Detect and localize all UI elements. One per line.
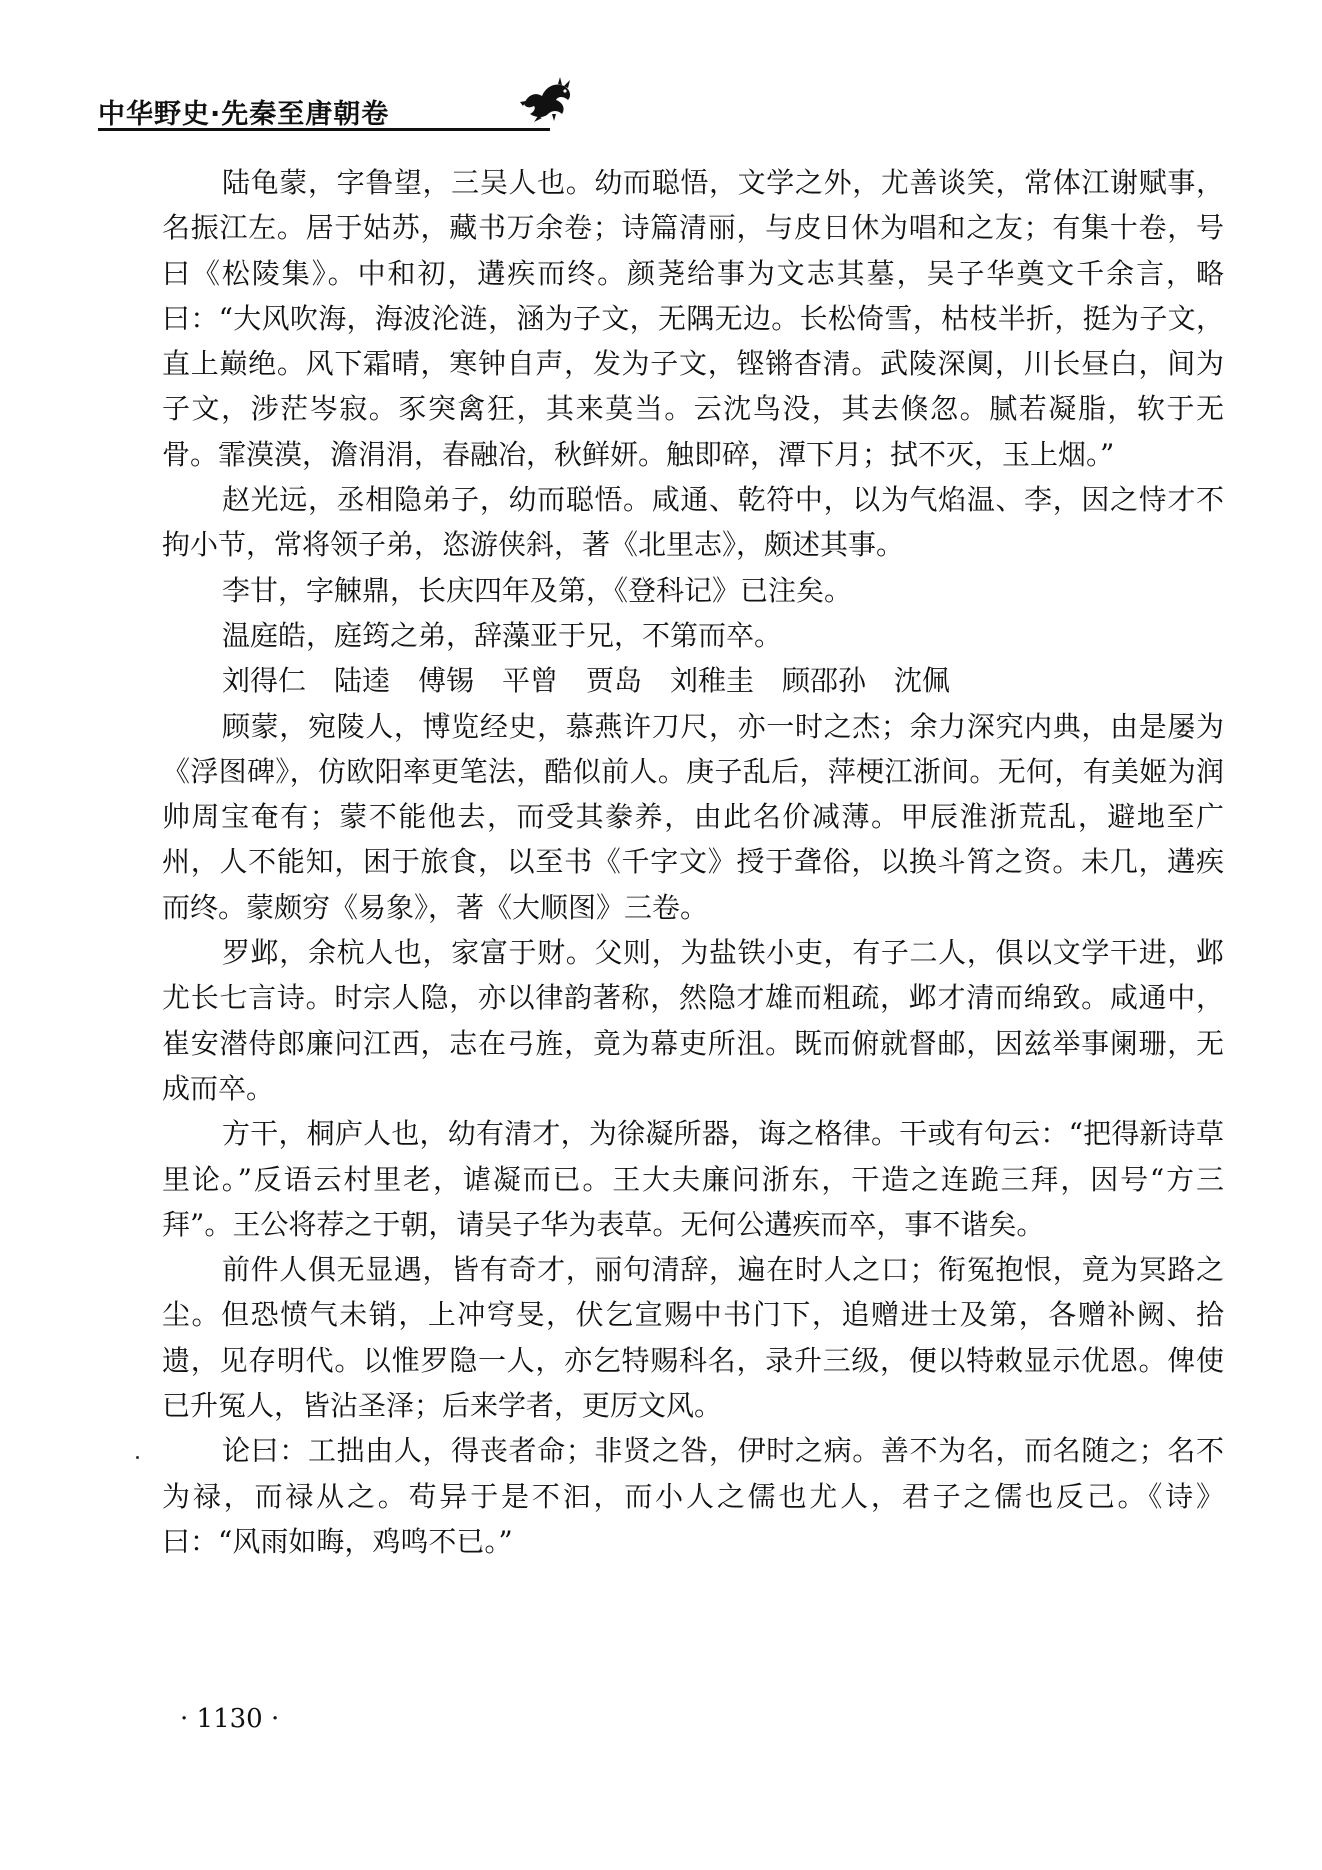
paragraph-fang-gan: 方干，桐庐人也，幼有清才，为徐凝所器，诲之格律。干或有句云：“把得新诗草里论。”反语云村里老，谑凝而已。王大夫廉问浙东，干造之连跪三拜，因号“方三拜”。王公将荐之于朝，请吴子华为表草。无何公遘疾而卒，事不谐矣。 [162,1117,1224,1241]
paragraph-petition: 前件人俱无显遇，皆有奇才，丽句清辞，遍在时人之口；衔冤抱恨，竟为冥路之尘。但恐愤气未销，上冲穹旻，伏乞宣赐中书门下，追赠进士及第，各赠补阙、拾遗，见存明代。以惟罗隐一人，亦乞特赐科名，录升三级，便以特敕显示优恩。俾使已升冤人，皆沾圣泽；后来学者，更厉文风。 [162,1253,1224,1423]
scan-speck [136,1456,139,1459]
paragraph-lu-guimeng: 陆龟蒙，字鲁望，三吴人也。幼而聪悟，文学之外，尤善谈笑，常体江谢赋事，名振江左。居于姑苏，藏书万余卷；诗篇清丽，与皮日休为唱和之友；有集十卷，号曰《松陵集》。中和初，遘疾而终。颜荛给事为文志其墓，吴子华奠文千余言，略曰：“大风吹海，海波沦涟，涵为子文，无隅无边。长松倚雪，枯枝半折，挺为子文，直上巅绝。风下霜晴，寒钟自声，发为子文，铿锵杳清。武陵深阒，川长昼白，间为子文，涉茫岑寂。豕突禽狂，其来莫当。云沈鸟没，其去倏忽。腻若凝脂，软于无骨。霏漠漠，澹涓涓，春融冶，秋鲜妍。触即碎，潭下月；拭不灭，玉上烟。” [162,166,1224,471]
header-rule [98,128,550,131]
paragraph-li-gan: 李甘，字觫鼎，长庆四年及第，《登科记》已注矣。 [222,573,853,607]
paragraph-wen-tinghao: 温庭皓，庭筠之弟，辞藻亚于兄，不第而卒。 [222,618,783,652]
header-title: 中华野史·先秦至唐朝卷 [98,99,390,130]
paragraph-zhao-guangyuan: 赵光远，丞相隐弟子，幼而聪悟。咸通、乾符中，以为气焰温、李，因之恃才不拘小节，常将领子弟，恣游侠斜，著《北里志》，颇述其事。 [162,483,1224,562]
paragraph-gu-meng: 顾蒙，宛陵人，博览经史，慕燕许刀尺，亦一时之杰；余力深究内典，由是屡为《浮图碑》，仿欧阳率更笔法，酷似前人。庚子乱后，萍梗江浙间。无何，有美姬为润帅周宝奄有；蒙不能他去，而受其豢养，由此名价减薄。甲辰淮浙荒乱，避地至广州，人不能知，困于旅食，以至书《千字文》授于聋俗，以换斗筲之资。未几，遘疾而终。蒙颇穷《易象》，著《大顺图》三卷。 [162,709,1224,924]
main-text [162,160,1224,1564]
paragraph-luo-ye: 罗邺，余杭人也，家富于财。父则，为盐铁小吏，有子二人，俱以文学干进，邺尤长七言诗。时宗人隐，亦以律韵著称，然隐才雄而粗疏，邺才清而绵致。咸通中，崔安潜侍郎廉问江西，志在弓旌，竟为幕吏所沮。既而俯就督邮，因兹举事阑珊，无成而卒。 [162,936,1224,1105]
page-number: · 1130 · [180,1704,280,1734]
paragraph-name-list: 刘得仁 陆逵 傅锡 平曾 贾岛 刘稚圭 顾邵孙 沈佩 [222,664,951,698]
running-header [98,80,1228,138]
paragraph-commentary: 论曰：工拙由人，得丧者命；非贤之咎，伊时之病。善不为名，而名随之；名不为禄，而禄从之。苟异于是不汩，而小人之儒也尤人，君子之儒也反己。《诗》曰：“风雨如晦，鸡鸣不已。” [162,1434,1224,1558]
dragon-emblem-icon [518,74,578,124]
